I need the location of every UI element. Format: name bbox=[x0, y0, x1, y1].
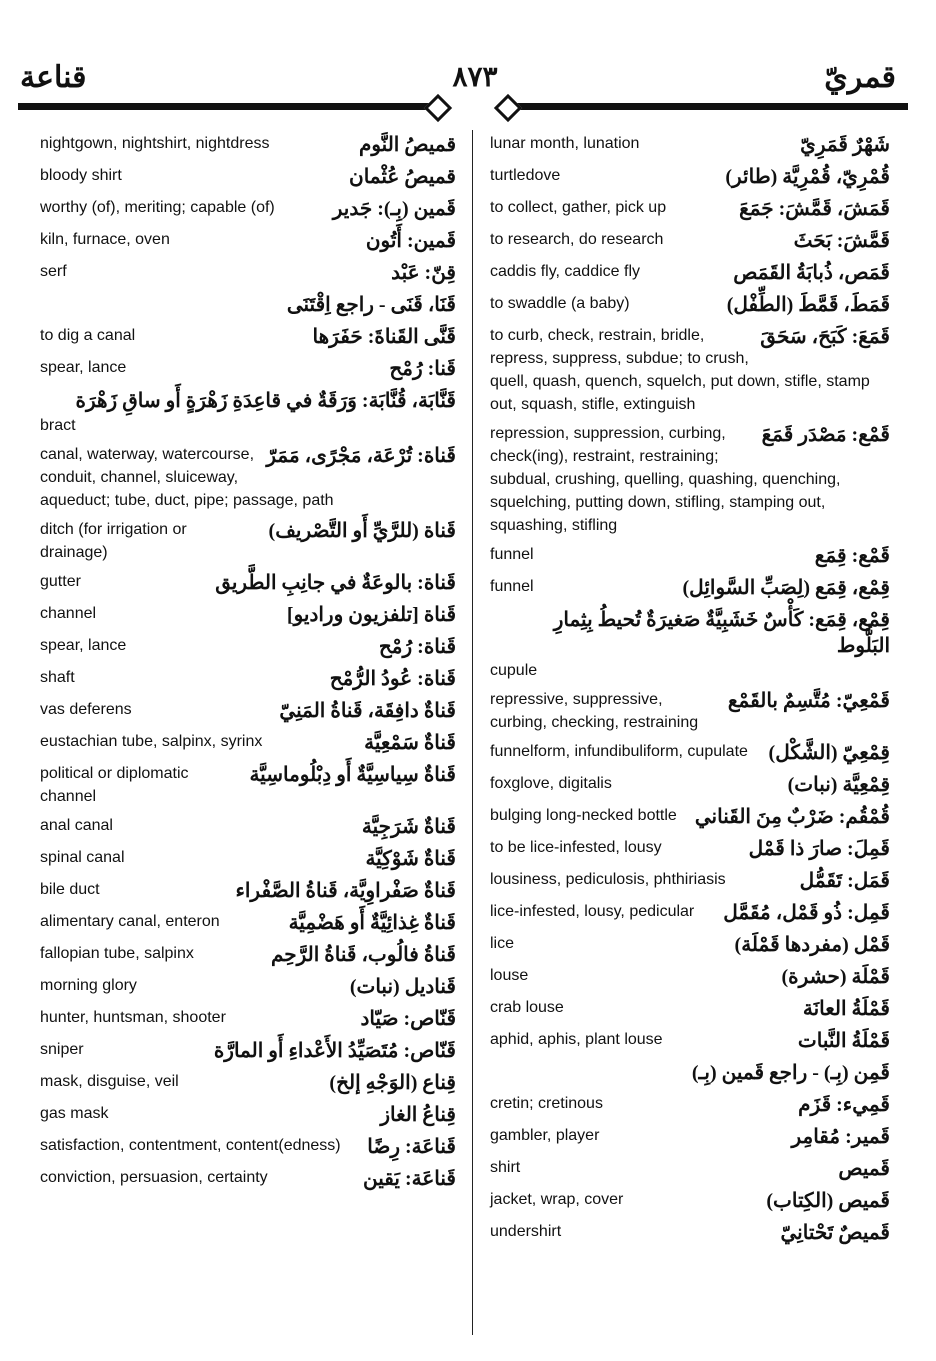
arabic-headword: قَناةُ فالُوب، قَناةُ الرَّحِم bbox=[270, 944, 456, 966]
dictionary-entry bbox=[40, 602, 456, 628]
dictionary-entry bbox=[40, 570, 456, 596]
arabic-headword: قَناةٌ دافِقَة، قَناةُ المَنِيّ bbox=[279, 700, 456, 722]
english-definition: to research, do research bbox=[490, 231, 664, 248]
dictionary-entry bbox=[40, 634, 456, 660]
diamond-ornament-left bbox=[424, 94, 452, 122]
dictionary-entry bbox=[40, 666, 456, 692]
english-definition: shaft bbox=[40, 669, 75, 686]
dictionary-entry bbox=[40, 1038, 456, 1064]
dictionary-entry bbox=[40, 1006, 456, 1032]
english-definition: gutter bbox=[40, 573, 81, 590]
english-definition: aphid, aphis, plant louse bbox=[490, 1031, 663, 1048]
dictionary-entry bbox=[490, 772, 890, 798]
arabic-headword: قَمْع: مَصْدَر قَمَعَ bbox=[761, 424, 890, 446]
english-definition: funnel bbox=[490, 578, 534, 595]
english-definition: to swaddle (a baby) bbox=[490, 295, 630, 312]
english-definition: lousiness, pediculosis, phthiriasis bbox=[490, 871, 726, 888]
dictionary-entry bbox=[490, 1124, 890, 1150]
english-definition: bloody shirt bbox=[40, 167, 122, 184]
dictionary-entry bbox=[40, 443, 456, 512]
english-definition: fallopian tube, salpinx bbox=[40, 945, 194, 962]
arabic-headword: قَمَشَ، قَمَّشَ: جَمَعَ bbox=[739, 198, 890, 220]
arabic-headword: قَمِل: ذُو قَمْل، مُقَمَّل bbox=[723, 902, 890, 924]
dictionary-entry bbox=[40, 814, 456, 840]
arabic-headword: قَنَّى القَناةَ: حَفَرَها bbox=[312, 326, 456, 348]
english-definition: spear, lance bbox=[40, 637, 127, 654]
arabic-headword: قَناةٌ شَوْكِيَّة bbox=[365, 848, 456, 870]
english-definition: serf bbox=[40, 263, 67, 280]
dictionary-entry bbox=[490, 196, 890, 222]
english-definition: jacket, wrap, cover bbox=[490, 1191, 624, 1208]
english-definition: morning glory bbox=[40, 977, 137, 994]
arabic-headword: قَمْلَةُ النَّبات bbox=[797, 1030, 890, 1052]
arabic-headword: قَناة: رُمْح bbox=[378, 636, 456, 658]
dictionary-entry bbox=[490, 607, 890, 682]
arabic-headword: قُمْرِيّ، قُمْرِيَّة (طائر) bbox=[725, 166, 890, 188]
english-definition: hunter, huntsman, shooter bbox=[40, 1009, 226, 1026]
dictionary-entry bbox=[490, 804, 890, 830]
header-rule-right bbox=[512, 103, 908, 110]
dictionary-entry bbox=[40, 518, 456, 564]
english-definition: spear, lance bbox=[40, 359, 127, 376]
english-definition: cretin; cretinous bbox=[490, 1095, 603, 1112]
arabic-headword: قميصُ النَّوم bbox=[358, 134, 456, 156]
arabic-headword: قَناعَة: رِضًا bbox=[367, 1136, 456, 1158]
arabic-headword: قَمين: أَتُون bbox=[365, 230, 456, 252]
page-number: ٨٧٣ bbox=[452, 62, 498, 93]
arabic-headword: قَناةٌ سَمْعِيَّة bbox=[364, 732, 456, 754]
dictionary-entry bbox=[490, 1060, 890, 1086]
dictionary-entry bbox=[490, 543, 890, 569]
arabic-headword: قَمير: مُقامِر bbox=[791, 1126, 890, 1148]
english-definition: spinal canal bbox=[40, 849, 125, 866]
english-definition: funnel bbox=[490, 546, 534, 563]
english-definition: mask, disguise, veil bbox=[40, 1073, 179, 1090]
dictionary-entry bbox=[40, 164, 456, 190]
dictionary-entry bbox=[490, 688, 890, 734]
arabic-headword: قِمْع، قِمَع: كَأْسٌ خَشَبِيَّةٌ صَغيرَةٌ تُحيطُ بِثِمارِ البَلُّوط bbox=[553, 609, 890, 657]
english-definition: sniper bbox=[40, 1041, 84, 1058]
arabic-headword: قَمْل (مفردها قَمْلَة) bbox=[734, 934, 890, 956]
arabic-headword: قِمْعِيَّة (نبات) bbox=[787, 774, 890, 796]
arabic-headword: قَميص (الكِتاب) bbox=[766, 1190, 890, 1212]
arabic-headword: قِنّ: عَبْد bbox=[391, 262, 456, 284]
arabic-headword: قِناعُ الغاز bbox=[380, 1104, 456, 1126]
english-definition: ditch (for irrigation or drainage) bbox=[40, 521, 187, 561]
dictionary-entry bbox=[40, 1166, 456, 1192]
dictionary-entry bbox=[40, 878, 456, 904]
arabic-headword: قَمْع: قِمَع bbox=[814, 545, 890, 567]
dictionary-entry bbox=[40, 1134, 456, 1160]
arabic-headword: قَناة: تُرْعَة، مَجْرًى، مَمَرّ bbox=[266, 445, 456, 467]
arabic-headword: قَمَص، ذُبابَةُ القَمَص bbox=[733, 262, 890, 284]
english-definition: turtledove bbox=[490, 167, 561, 184]
dictionary-entry bbox=[490, 1220, 890, 1246]
arabic-headword: قِناع (الوَجْهِ إلخ) bbox=[329, 1072, 456, 1094]
arabic-headword: قَمِلَ: صارَ ذا قَمْل bbox=[748, 838, 890, 860]
dictionary-entry bbox=[490, 260, 890, 286]
arabic-headword: قُمْقُم: ضَرْبٌ مِنَ القَناني bbox=[694, 806, 890, 828]
english-definition: nightgown, nightshirt, nightdress bbox=[40, 135, 270, 152]
dictionary-entry bbox=[490, 868, 890, 894]
arabic-headword: قَنا: رُمْح bbox=[389, 358, 456, 380]
dictionary-entry bbox=[40, 292, 456, 318]
arabic-headword: قَنّاص: مُتَصَيِّدُ الأَعْداءِ أَو المارَّة bbox=[213, 1040, 456, 1062]
arabic-headword: قَمَّشَ: بَحَثَ bbox=[793, 230, 890, 252]
english-definition: kiln, furnace, oven bbox=[40, 231, 170, 248]
arabic-headword: قَمِن (بِـ) - راجع قَمين (بِـ) bbox=[691, 1062, 890, 1084]
english-definition: satisfaction, contentment, content(edness) bbox=[40, 1137, 341, 1154]
dictionary-entry bbox=[40, 974, 456, 1000]
arabic-headword: قَميصٌ تَحْتانِيّ bbox=[780, 1222, 890, 1244]
dictionary-entry bbox=[40, 942, 456, 968]
arabic-headword: قَناةٌ سِياسِيَّةٌ أَو دِبْلُوماسِيَّة bbox=[249, 764, 456, 786]
english-definition: repressive, suppressive, curbing, checking, restraining bbox=[490, 691, 699, 731]
arabic-headword: قَمَل: تَقَمُّل bbox=[799, 870, 890, 892]
arabic-headword: قِمْعِيّ (الشَّكْل) bbox=[768, 742, 890, 764]
dictionary-entry bbox=[40, 762, 456, 808]
english-definition: undershirt bbox=[490, 1223, 562, 1240]
dictionary-entry bbox=[40, 356, 456, 382]
english-definition: alimentary canal, enteron bbox=[40, 913, 220, 930]
dictionary-entry bbox=[40, 1102, 456, 1128]
dictionary-entry bbox=[40, 846, 456, 872]
left-column bbox=[40, 132, 456, 1198]
english-definition: lunar month, lunation bbox=[490, 135, 640, 152]
english-definition: cupule bbox=[490, 662, 538, 679]
dictionary-entry bbox=[490, 836, 890, 862]
dictionary-entry bbox=[490, 575, 890, 601]
english-definition: vas deferens bbox=[40, 701, 132, 718]
english-definition: channel bbox=[40, 605, 97, 622]
dictionary-entry bbox=[40, 730, 456, 756]
english-definition: anal canal bbox=[40, 817, 113, 834]
dictionary-entry bbox=[40, 260, 456, 286]
english-definition: canal, waterway, watercourse, conduit, channel, sluiceway, aqueduct; tube, duct, pipe; passage, path bbox=[40, 446, 334, 509]
english-definition: to be lice-infested, lousy bbox=[490, 839, 662, 856]
guide-word-right: قمريّ bbox=[824, 61, 896, 94]
dictionary-entry bbox=[490, 1092, 890, 1118]
dictionary-entry bbox=[490, 1028, 890, 1054]
arabic-headword: قَناةٌ صَفْراوِيَّة، قَناةُ الصَّفْراء bbox=[235, 880, 456, 902]
english-definition: lice-infested, lousy, pedicular bbox=[490, 903, 695, 920]
english-definition: shirt bbox=[490, 1159, 521, 1176]
arabic-headword: قَمْلَةُ العانَة bbox=[802, 998, 890, 1020]
dictionary-entry bbox=[40, 1070, 456, 1096]
dictionary-entry bbox=[490, 132, 890, 158]
arabic-headword: قِمْع، قِمَع (لِصَبِّ السَّوائِل) bbox=[682, 577, 890, 599]
english-definition: caddis fly, caddice fly bbox=[490, 263, 640, 280]
dictionary-entry bbox=[490, 1188, 890, 1214]
english-definition: lice bbox=[490, 935, 515, 952]
english-definition: bulging long-necked bottle bbox=[490, 807, 677, 824]
english-definition: gas mask bbox=[40, 1105, 109, 1122]
english-definition: bract bbox=[40, 417, 76, 434]
header-rule-left bbox=[18, 103, 438, 110]
arabic-headword: قَمْلَة (حشرة) bbox=[781, 966, 890, 988]
english-definition: to dig a canal bbox=[40, 327, 136, 344]
arabic-headword: قَنَّابَة، قُنَّابَة: وَرَقَةٌ في قاعِدَةِ زَهْرَةٍ أَو ساقِ زَهْرَة bbox=[75, 390, 456, 412]
arabic-headword: قَناة [تلفزيون وراديو] bbox=[286, 604, 456, 626]
dictionary-entry bbox=[40, 228, 456, 254]
english-definition: repression, suppression, curbing, check(ing), restraint, restraining; subdual, crushing, quelling, quashing, quenching, squelching, putting down, stifling, stamping out, squashing, stifling bbox=[490, 425, 841, 534]
arabic-headword: قَمْعِيّ: مُتَّسِمٌ بالقَمْع bbox=[727, 690, 890, 712]
dictionary-entry bbox=[490, 932, 890, 958]
guide-word-left: قناعة bbox=[20, 61, 87, 94]
dictionary-entry bbox=[490, 324, 890, 416]
english-definition: funnelform, infundibuliform, cupulate bbox=[490, 743, 748, 760]
arabic-headword: قَناعَة: يَقين bbox=[363, 1168, 456, 1190]
english-definition: foxglove, digitalis bbox=[490, 775, 612, 792]
dictionary-entry bbox=[40, 388, 456, 437]
english-definition: political or diplomatic channel bbox=[40, 765, 189, 805]
right-column bbox=[490, 132, 890, 1252]
english-definition: louse bbox=[490, 967, 529, 984]
english-definition: eustachian tube, salpinx, syrinx bbox=[40, 733, 263, 750]
dictionary-entry bbox=[490, 422, 890, 537]
english-definition: worthy (of), meriting; capable (of) bbox=[40, 199, 275, 216]
diamond-ornament-right bbox=[494, 94, 522, 122]
arabic-headword: قَناةٌ غِذائِيَّةٌ أَو هَضْمِيَّة bbox=[288, 912, 456, 934]
english-definition: conviction, persuasion, certainty bbox=[40, 1169, 268, 1186]
dictionary-entry bbox=[490, 740, 890, 766]
arabic-headword: قَنّاص: صَيّاد bbox=[360, 1008, 456, 1030]
dictionary-entry bbox=[40, 698, 456, 724]
english-definition: to curb, check, restrain, bridle, repress, suppress, subdue; to crush, quell, quash, quench, squelch, put down, stifle, stamp out, squash, stifle, extinguish bbox=[490, 327, 870, 413]
dictionary-entry bbox=[40, 132, 456, 158]
dictionary-entry bbox=[490, 292, 890, 318]
arabic-headword: قَناة (للرَّيِّ أَو التَّصْريف) bbox=[268, 520, 456, 542]
arabic-headword: قَمين (بِـ): جَدير bbox=[332, 198, 456, 220]
arabic-headword: قَناةٌ شَرَجِيَّة bbox=[361, 816, 456, 838]
arabic-headword: قَميص bbox=[838, 1158, 890, 1180]
arabic-headword: شَهْرٌ قَمَرِيّ bbox=[800, 134, 890, 156]
english-definition: to collect, gather, pick up bbox=[490, 199, 667, 216]
arabic-headword: قَمِيء: قَزَم bbox=[798, 1094, 890, 1116]
english-definition: bile duct bbox=[40, 881, 100, 898]
arabic-headword: قَناديل (نبات) bbox=[349, 976, 456, 998]
dictionary-entry bbox=[490, 996, 890, 1022]
dictionary-entry bbox=[490, 164, 890, 190]
english-definition: crab louse bbox=[490, 999, 564, 1016]
arabic-headword: قَمَعَ: كَبَحَ، سَحَقَ bbox=[760, 326, 890, 348]
dictionary-entry bbox=[40, 324, 456, 350]
dictionary-entry bbox=[40, 910, 456, 936]
dictionary-entry bbox=[490, 1156, 890, 1182]
arabic-headword: قميصُ عُثْمان bbox=[349, 166, 456, 188]
dictionary-entry bbox=[40, 196, 456, 222]
english-definition: gambler, player bbox=[490, 1127, 600, 1144]
dictionary-entry bbox=[490, 228, 890, 254]
column-divider bbox=[472, 130, 473, 1335]
dictionary-entry bbox=[490, 900, 890, 926]
arabic-headword: قَناة: عُودُ الرُّمْح bbox=[329, 668, 456, 690]
arabic-headword: قَمَطَ، قَمَّطَ (الطِّفْل) bbox=[726, 294, 890, 316]
arabic-headword: قَنَا، قَنَى - راجع اِقْتَنَى bbox=[286, 294, 456, 316]
arabic-headword: قَناة: بالوعَةٌ في جانِبِ الطَّريق bbox=[215, 572, 456, 594]
dictionary-entry bbox=[490, 964, 890, 990]
